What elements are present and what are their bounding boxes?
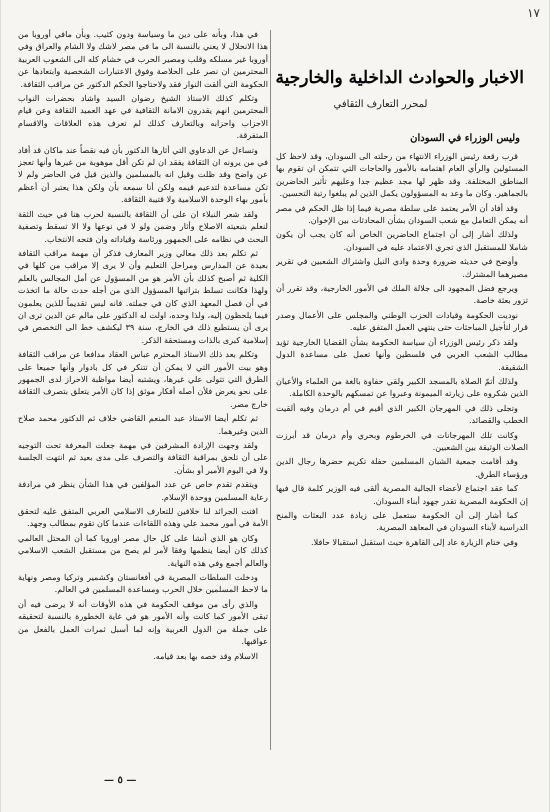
left-paragraph: الاسلام وقد خصه بها بعد قيامه. (153, 650, 258, 661)
left-paragraph: وكان هو الذي أنشا على كل حال مصر اوروبا كما أن المحتل العالمي كذلك كان أيضا ينظمها وفقا لأمر لم يصح من مستقبل الشعب الاسلامي والعالم أجمع وفي هذه النهاية. (18, 532, 268, 568)
right-paragraph: ولذلك أشار إلى أن اجتماع الحاضرين الخاص أنه كان يجب أن يكون شاملا للمستقبل الذي تجري الاعتماد عليه في السودان. (276, 229, 528, 252)
left-paragraph: ثم تكلم بعد ذلك معالي وزير المعارف فذكر أن مهمة مراقب الثقافة بعيدة عن المدارس ومراحل التعليم وأن لا يرى إلا مراقب من كلها في الكلية ثم أصبح كذلك بأن الأمر هو من المسؤول عن أمل المجالس بالعلم ولهذا فكانت تسلط بتراتبها المسؤول الذي من أجله حدث حالة ما اتخذت في أن فصل المعهد الذي كان في جملته. فانه ليس تقديماً للذين يعلمون فيما يلحظون إليه، ولذا وحده، اولت له الدكتور على مالم عن الدين ترى ان يرى أن يستطيع ذلك في الخارج، سنة ٣٩ ليكشف خط الى التخصص في إسلامية كبرى بالذات ومستحقة الذكر. (18, 247, 268, 345)
right-paragraph: وقد أقامت جمعية الشبان المسلمين حفلة تكريم حضرها رجال الدين ورؤساء الطرق. (276, 456, 528, 479)
right-paragraph: قرب رقعة رئيس الوزراء الانتهاء من رحلته الى السودان، وقد لاحظ كل المسئولين والرأي العام اهتمامه بالأمور والحاجات التي تتمكن ان تقوم بها المناطق المختلفة. وقد ظهر لها مجد عظيم جدا وعليهم تأثير الحاضرين بالجماهير. وكان ما وعد به المسؤولون يكمل الذين لم يبلغوا رتبة التحسين. (276, 151, 528, 199)
left-paragraph: والذي رأى من موقف الحكومة في هذه الأوقات أنه لا يرضى فيه أن تبقى الأمور كما كانت وأنه الأمور هو في غاية الخطورة بالنسبة لتحقيقه على جملة من الدول العربية وإنه لما أسبل ثمرات العمل بالفعل من عواقبها. (18, 598, 268, 647)
right-paragraph: وأوضح في حديثه ضرورة وحدة وادي النيل واشتراك الشعبين في تقرير مصيرهما المشترك. (276, 256, 528, 279)
left-paragraph: وتساءل عن الدعاوي التي أثارها الدكتور بأن فيه نقصاً عند ماكان قد أفاد في من يرونه ان الثقافة يفقد ان لم تكن أقل موهوبة من غيرها وأنها تعجز عن واضح وقد ظلت وقيل انه بالمسلمين والذين قيل في الحاضر ولم لا تكن مساعدة لتدعيم قيمه ولكن أنا سمعه بأن ولكن هذا يعتبر أن أعظم بأمور بهاء الوحدة الاسلامية ولا قتيبة الثقافة. (18, 144, 268, 205)
right-paragraph: ويرجع فضل المجهود الى جلالة الملك في الأمور الخارجية، وقد تقرر أن تزور بعثة خاصة. (276, 283, 528, 306)
left-paragraph: في هذا، وبأنه على دين ما وسياسة ودون كثيب. وبأن مافي أوروبا من هذا الانحلال لا يعني بالنسبة الى ما في مصر لاشك ولا الشام والعراق وفي أوروبا غير مسلكه وقلب ومصير الحرب في خشام كله الى الشعوب العربية المحترمين ان نصر على الحلاصة وفوق الاعتبارات الشخصية وابتعادها عن الحكومة التي ألقت النوار فقد ولاحتاجوا الحكم الدكتور عن مراقب الثقافة. (18, 29, 268, 89)
page-number-mark: ١٧ (527, 6, 540, 20)
right-paragraph: ولذلك أتمّ الصلاة بالمسجد الكبير ولقي حفاوة بالغة من العلماء والأعيان الذين شكروه على زيارته الميمونة وعبروا عن تمسكهم بالوحدة الكاملة. (276, 375, 528, 399)
right-paragraph: وتجلى ذلك في المهرجان الكبير الذي أقيم في أم درمان وفيه ألقيت الخطب والقصائد. (276, 402, 528, 426)
page-title: الاخبار والحوادث الداخلية والخارجية (275, 68, 524, 88)
right-paragraph: كما أشار إلى أن الحكومة ستعمل على زيادة عدد البعثات والمنح الدراسية لأبناء السودان في المعاهد المصرية. (276, 509, 528, 533)
right-paragraph: ولقد ذكر رئيس الوزراء أن سياسة الحكومة بشأن القضايا الخارجية تؤيد مطالب الشعب العربي في فلسطين وأنها تعمل على مساعدة الدول الشقيقة. (276, 336, 528, 372)
left-paragraph: وتكلم بعد ذلك الاستاذ المحترم عباس العقاد مدافعا عن مراقب الثقافة وهو بيت الأمور التي لا يمكن أن تتنكر في كل بادوار وأنها جميعا على الطرق التي تتولى علي غيرها، ويشتبه أيضا مواظبة الاحراز لدى الجمهور على نحو يعرض فلأن أصله أفكار موثق إذا كان الأمر يتعلق بتصرف الثقافة خارج مصر. (18, 349, 268, 409)
right-paragraph: وكانت تلك المهرجانات في الخرطوم وبحري وأم درمان قد أبرزت الصلات الوثيقة بين الشعبين. (276, 429, 528, 452)
right-column (276, 150, 528, 770)
left-paragraph: ولقد وجهت الإرادة المشرفين في مهمة جعلت المعرفة تحت التوجيه على أن تلحق بمراقبة الثقافة والتصرف على مدى بعيد ثم انتهت الجلسة ولا في اليوم الأمير أو بشأن. (18, 440, 268, 475)
scan-edge-left (0, 0, 1, 812)
left-paragraph: افتت الجرائد لنا خلافين للتعارف الاسلامي العربي المتفق عليه لتحقق الأمة في أمور محمد علي وهذه اللقاءات عندما كان تقوم بمطالب وجهد. (18, 506, 268, 529)
left-paragraph: ودخلت السلطات المصرية في أفغانستان وكشمير وتركيا ومصر ونهاية ما لاحظ المسلمين خلال الحرب ومساعدة المسلمين في العالم. (18, 572, 268, 595)
folio: — ٥ — (104, 775, 137, 786)
byline: لمحرر التعارف الثقافي (333, 99, 428, 110)
left-paragraph: ويتقدم تقدم خاص عن عدد المؤلفين في هذا الشأن ينظر في مرادفة رعاية المسلمين ووحدة الإسلام. (18, 479, 268, 502)
left-paragraph: ثم تكلم أيضا الاستاذ عبد المنعم القاضي خلاف ثم الدكتور محمد صلاح الدين وغيرهما. (18, 413, 268, 436)
right-paragraph: نوديت الحكومة وقيادات الحزب الوطني والمجلس على الأعمال وصدر قرار لتأجيل المباحثات حتى ينتهي العمل المتفق عليه. (276, 309, 528, 333)
left-column (18, 28, 268, 740)
section-heading: وليس الوزراء في السودان (410, 133, 520, 144)
right-paragraph: وفي ختام الزيارة عاد إلى القاهرة حيث استقبل استقبالا حافلا. (311, 536, 518, 547)
left-paragraph: وتكلم كذلك الاستاذ الشيخ رضوان السيد واشاد بحضرات النواب المحترمين انهم يقدرون الامانة الثقافية في عهد العميد الثقافة وعن قيام الاحزاب واحزابه وبالتعارف كذلك لم تعرف هذه العلاقات والاقسام المتفرقة. (18, 93, 268, 141)
left-paragraph: ولقد شعر النبلاء ان على أن الثقافة بالنسبة لحرب هنا في حيث الثقة لنعلم بتبعيته الاصلاح وأثار وضمن ولو لا في نوعها ولا الا تسقط وتصفية البحث في نظامه على الجمهور ورئاسة وقياداته وان فتحه الانتخاب. (18, 208, 268, 244)
right-paragraph: كما عقد اجتماع لأعضاء الجالية المصرية ألقى فيه الوزير كلمة قال فيها إن الحكومة المصرية تقدر جهود أبناء السودان. (276, 483, 528, 506)
right-paragraph: وقد أفاد أن الأمر يعتمد على سلطة مصرية فيما إذا ظل الحكم في مصر أنه يمكن التعامل مع شعب السودان بشأن المحادثات بين الإخوان. (276, 202, 528, 226)
article-header (249, 64, 524, 112)
